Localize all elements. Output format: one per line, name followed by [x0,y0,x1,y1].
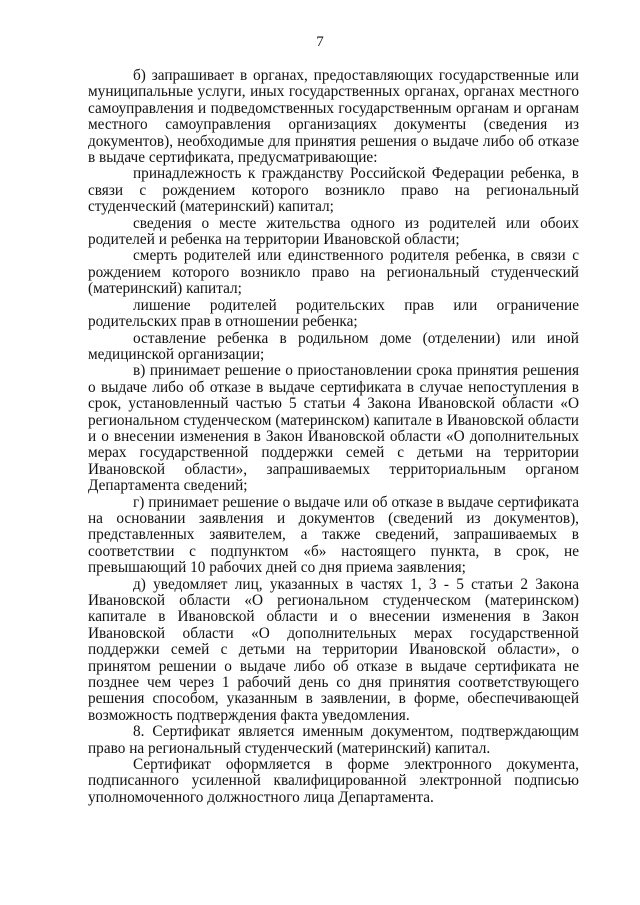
paragraph-g-decision: г) принимает решение о выдаче или об отказе в выдаче сертификата на основании заявления и документов (сведений из документов), представленных заявителем, а также сведений, запрашиваемых в соответствии с подпунктом «б» настоящего пункта, в срок, не превышающий 10 рабочих дней со дня приема заявления; [88,493,579,577]
paragraph-b-request-documents: б) запрашивает в органах, предоставляющих государственные или муниципальные услуги, иных государственных органах, органах местного самоуправления и подведомственных государственным органам и органам местного самоуправления организациях документы (сведения из документов), необходимые для принятия решения о выдаче либо об отказе в выдаче сертификата, предусматривающие: [88,67,579,167]
paragraph-d-notification: д) уведомляет лиц, указанных в частях 1, 3 - 5 статьи 2 Закона Ивановской области «О региональном студенческом (материнском) капитале в Ивановской области и о внесении изменения в Закон Ивановской области «О дополнительных мерах государственной поддержки семей с детьми на территории Ивановской области», о принятом решении о выдаче либо об отказе в выдаче сертификата не позднее чем через 1 рабочий день со дня принятия соответствующего решения способом, указанным в заявлении, в форме, обеспечивающей возможность подтверждения факта уведомления. [88,575,579,724]
document-body [88,68,579,806]
paragraph-citizenship: принадлежность к гражданству Российской Федерации ребенка, в связи с рождением которого возникло право на региональный студенческий (материнский) капитал; [88,165,579,216]
paragraph-certificate-form: Сертификат оформляется в форме электронного документа, подписанного усиленной квалифицированной электронной подписью уполномоченного должностного лица Департамента. [88,756,579,806]
paragraph-abandonment: оставление ребенка в родильном доме (отделении) или иной медицинской организации; [88,329,579,363]
paragraph-deprivation-of-rights: лишение родителей родительских прав или ограничение родительских прав в отношении ребенка; [88,296,579,331]
page-number: 7 [316,34,324,50]
paragraph-death-of-parents: смерть родителей или единственного родителя ребенка, в связи с рождением которого возникло право на региональный студенческий (материнский) капитал; [88,247,579,298]
paragraph-v-suspension: в) принимает решение о приостановлении срока принятия решения о выдаче либо об отказе в выдаче сертификата в случае непоступления в срок, установленный частью 5 статьи 4 Закона Ивановской области «О региональном студенческом (материнском) капитале в Ивановской области и о внесении изменения в Закон Ивановской области «О дополнительных мерах государственной поддержки семей с детьми на территории Ивановской области», запрашиваемых территориальным органом Департамента сведений; [88,362,579,495]
paragraph-residence: сведения о месте жительства одного из родителей или обоих родителей и ребенка на территории Ивановской области; [88,214,579,249]
paragraph-8-certificate: 8. Сертификат является именным документом, подтверждающим право на региональный студенческий (материнский) капитал. [88,723,579,757]
